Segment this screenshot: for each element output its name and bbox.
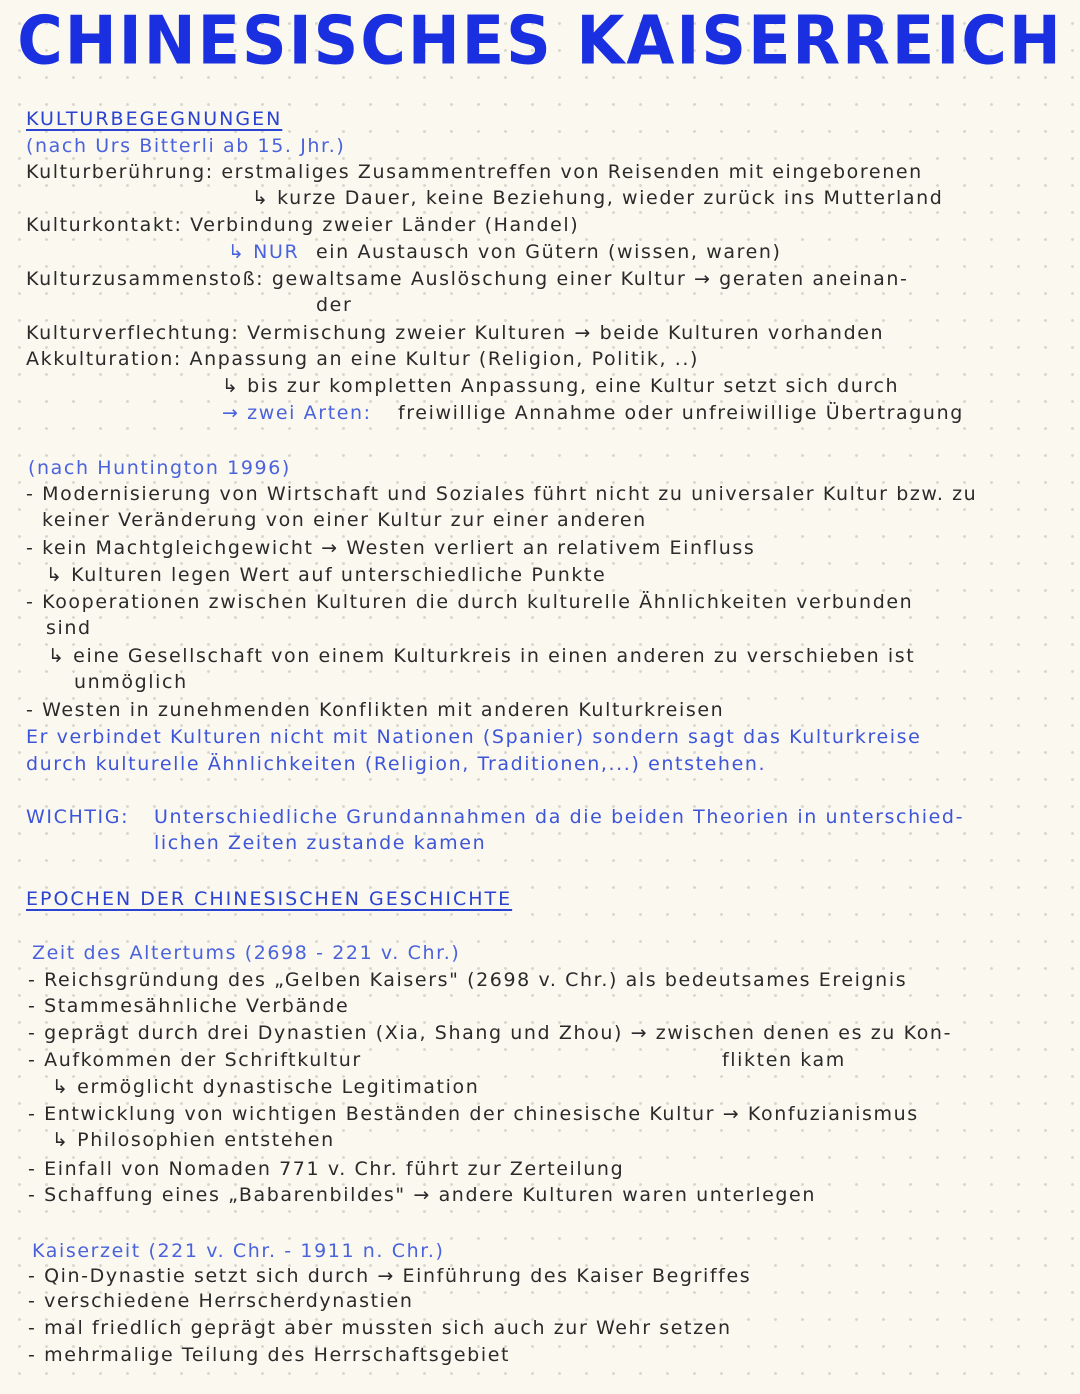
note-line: - Qin-Dynastie setzt sich durch → Einführung des Kaiser Begriffes — [28, 1265, 752, 1287]
source-bitterli: (nach Urs Bitterli ab 15. Jhr.) — [26, 135, 346, 157]
kaiserzeit-title: Kaiserzeit (221 v. Chr. - 1911 n. Chr.) — [32, 1240, 445, 1262]
section-heading-epochen: EPOCHEN DER CHINESISCHEN GESCHICHTE — [26, 888, 513, 910]
source-huntington: (nach Huntington 1996) — [28, 457, 291, 479]
wichtig-text: Unterschiedliche Grundannahmen da die beiden Theorien in unterschied- — [154, 806, 965, 828]
note-line-blue: durch kulturelle Ähnlichkeiten (Religion, Traditionen,...) entstehen. — [26, 753, 767, 775]
wichtig-text: lichen Zeiten zustande kamen — [154, 832, 487, 854]
note-line: - geprägt durch drei Dynastien (Xia, Shang und Zhou) → zwischen denen es zu Kon- — [28, 1022, 953, 1044]
note-line: Akkulturation: Anpassung an eine Kultur (Religion, Politik, ..) — [26, 348, 700, 370]
note-line: ↳ bis zur kompletten Anpassung, eine Kultur setzt sich durch — [222, 375, 900, 397]
note-line: - Modernisierung von Wirtschaft und Soziales führt nicht zu universaler Kultur bzw. zu — [26, 483, 978, 505]
note-line: sind — [46, 617, 92, 639]
note-line-blue: Er verbindet Kulturen nicht mit Nationen (Spanier) sondern sagt das Kulturkreise — [26, 726, 922, 748]
note-line: freiwillige Annahme oder unfreiwillige Übertragung — [398, 402, 964, 424]
note-line: keiner Veränderung von einer Kultur zur einer anderen — [42, 509, 647, 531]
note-line: - Westen in zunehmenden Konflikten mit anderen Kulturkreisen — [26, 699, 725, 721]
note-line: ↳ Kulturen legen Wert auf unterschiedliche Punkte — [46, 564, 607, 586]
note-line: Kulturzusammenstoß: gewaltsame Auslöschung einer Kultur → geraten aneinan- — [26, 268, 909, 290]
note-line: ein Austausch von Gütern (wissen, waren) — [316, 241, 782, 263]
note-line: ↳ Philosophien entstehen — [52, 1129, 335, 1151]
note-line: - mal friedlich geprägt aber mussten sich auch zur Wehr setzen — [28, 1317, 732, 1339]
altertum-title: Zeit des Altertums (2698 - 221 v. Chr.) — [32, 942, 461, 964]
zwei-arten-label: → zwei Arten: — [222, 402, 372, 424]
note-line: - Reichsgründung des „Gelben Kaisers" (2698 v. Chr.) als bedeutsames Ereignis — [28, 969, 908, 991]
note-line: Kulturkontakt: Verbindung zweier Länder (Handel) — [26, 214, 580, 236]
note-line: - Schaffung eines „Babarenbildes" → andere Kulturen waren unterlegen — [28, 1184, 816, 1206]
wichtig-label: WICHTIG: — [26, 806, 130, 828]
note-line: - Entwicklung von wichtigen Beständen der chinesische Kultur → Konfuzianismus — [28, 1103, 919, 1125]
note-line: - mehrmalige Teilung des Herrschaftsgebiet — [28, 1344, 511, 1366]
note-line: ↳ eine Gesellschaft von einem Kulturkreis in einen anderen zu verschieben ist — [48, 645, 916, 667]
note-line: ↳ kurze Dauer, keine Beziehung, wieder zurück ins Mutterland — [252, 187, 944, 209]
note-line: ↳ ermöglicht dynastische Legitimation — [52, 1076, 480, 1098]
note-line: - verschiedene Herrscherdynastien — [28, 1290, 414, 1312]
note-line: - Einfall von Nomaden 771 v. Chr. führt zur Zerteilung — [28, 1158, 625, 1180]
nur-label: ↳ NUR — [228, 241, 300, 263]
section-heading-kulturbegegnungen: KULTURBEGEGNUNGEN — [26, 108, 283, 130]
note-line: - kein Machtgleichgewicht → Westen verliert an relativem Einfluss — [26, 537, 756, 559]
note-line: - Aufkommen der Schriftkultur — [28, 1049, 362, 1071]
note-line: - Kooperationen zwischen Kulturen die durch kulturelle Ähnlichkeiten verbunden — [26, 591, 914, 613]
note-line: - Stammesähnliche Verbände — [28, 995, 350, 1017]
note-line: flikten kam — [722, 1049, 846, 1071]
note-line: der — [316, 294, 353, 316]
page-title: CHINESISCHES KAISERREICH — [17, 1, 1063, 80]
note-line: Kulturverflechtung: Vermischung zweier Kulturen → beide Kulturen vorhanden — [26, 322, 885, 344]
note-line: unmöglich — [74, 671, 188, 693]
note-line: Kulturberührung: erstmaliges Zusammentreffen von Reisenden mit eingeborenen — [26, 161, 923, 183]
